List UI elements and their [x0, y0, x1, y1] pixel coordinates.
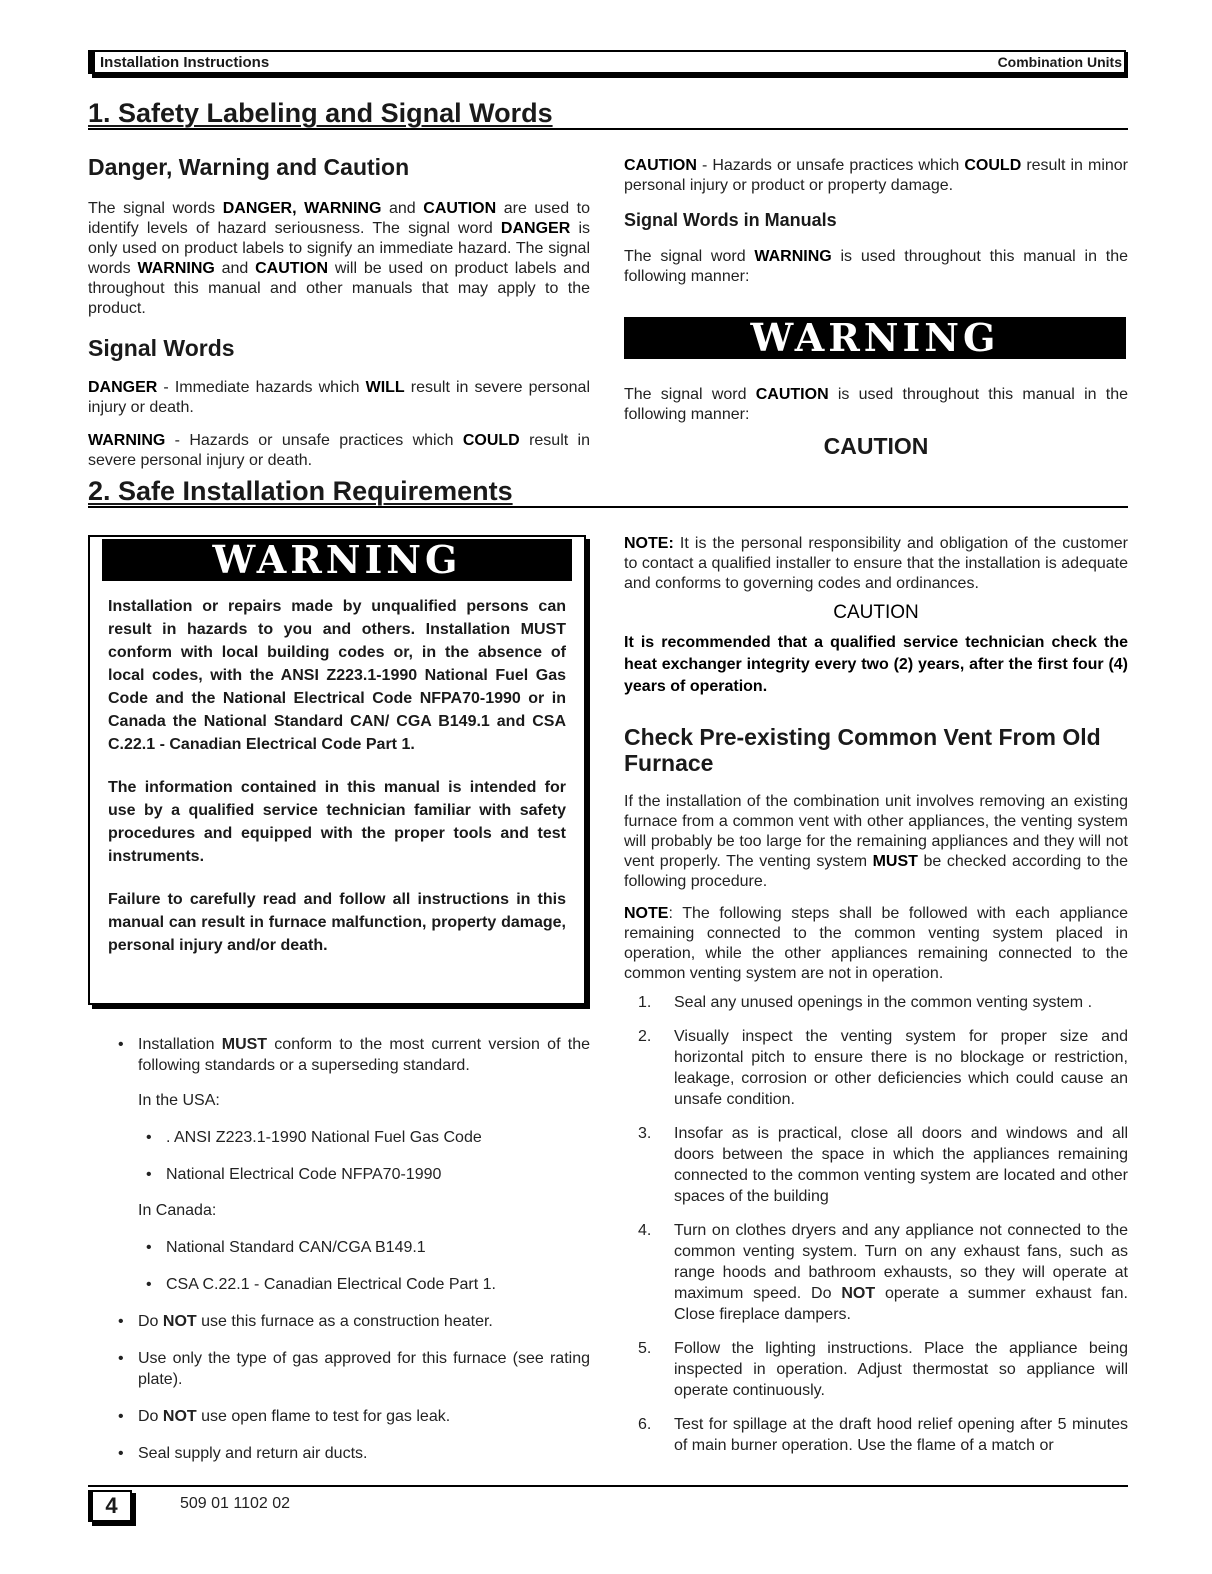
- warning-box-paragraph-3: Failure to carefully read and follow all instructions in this manual can result in furnace malfunction, property damage, personal injury and/or death.: [108, 891, 566, 954]
- caution-label: CAUTION: [823, 433, 929, 459]
- signal-words-heading: Signal Words: [88, 335, 235, 361]
- danger-definition: DANGER - Immediate hazards which WILL result in severe personal injury or death.: [88, 379, 591, 416]
- section-1-right-column: [624, 156, 1128, 460]
- manuals-warning-text: The signal word WARNING is used throughout this manual in the following manner:: [624, 248, 1128, 285]
- caution-definition: CAUTION - Hazards or unsafe practices which COULD result in minor personal injury or product or property damage.: [624, 157, 1129, 194]
- section-1-left-column: [88, 154, 590, 471]
- section-2-right-column: [624, 534, 1128, 1469]
- list-item: • Do NOT use open flame to test for gas leak.: [116, 1406, 590, 1427]
- vent-paragraph: If the installation of the combination unit involves removing an existing furnace from a common vent with other appliances, the venting system will probably be too large for the remaining appliances and they will not vent properly. The venting system MUST be checked according to the following procedure.: [624, 793, 1129, 890]
- list-item: 2. Visually inspect the venting system for proper size and horizontal pitch to ensure there is no blockage or restriction, leakage, corrosion or other deficiencies which could cause an unsafe condition.: [638, 1028, 1128, 1108]
- section-1-title: 1. Safety Labeling and Signal Words: [88, 98, 1128, 130]
- list-item: • Installation MUST conform to the most current version of the following standards or a superseding standard.: [116, 1034, 590, 1076]
- signal-words-in-manuals-heading: Signal Words in Manuals: [624, 210, 837, 230]
- in-usa-label: In the USA:: [138, 1092, 220, 1109]
- caution-label-2: CAUTION: [833, 602, 919, 623]
- note-venting-steps: NOTE: The following steps shall be followed with each appliance remaining connected to the common venting system placed in operation, while the other appliances remaining connected to the common venting system are not in operation.: [624, 905, 1128, 982]
- warning-banner: WARNING: [624, 317, 1126, 359]
- warning-definition: WARNING - Hazards or unsafe practices which COULD result in severe personal injury or death.: [88, 432, 591, 469]
- warning-box: [88, 535, 586, 1005]
- manuals-caution-text: The signal word CAUTION is used throughout this manual in the following manner:: [624, 386, 1129, 423]
- list-item: 4. Turn on clothes dryers and any appliance not connected to the common venting system. Turn on any exhaust fans, such as range hoods and bathroom exhausts, so they will operate at maximum speed. Do NOT operate a summer exhaust fan. Close fireplace dampers.: [638, 1222, 1128, 1323]
- warning-box-paragraph-1: Installation or repairs made by unqualified persons can result in hazards to you and others. Installation MUST conform with local building codes or, in the absence of local codes, with the ANSI Z223.1-1990 National Fuel Gas Code and the National Electrical Code NFPA70-1990 or in Canada the National Standard CAN/ CGA B149.1 and CSA C.22.1 - Canadian Electrical Code Part 1.: [108, 598, 566, 753]
- list-item: • National Standard CAN/CGA B149.1: [144, 1237, 590, 1258]
- page-number-shadow-right: [132, 1493, 136, 1525]
- warning-box-banner: WARNING: [102, 539, 572, 581]
- page-number-shadow-bottom: [92, 1522, 136, 1526]
- list-item: • CSA C.22.1 - Canadian Electrical Code Part 1.: [144, 1274, 590, 1295]
- footer-rule: [88, 1485, 1128, 1487]
- caution-heat-exchanger: It is recommended that a qualified service technician check the heat exchanger integrity every two (2) years, after the first four (4) years of operation.: [624, 634, 1128, 695]
- venting-steps-list: [624, 992, 1128, 1456]
- list-item: • Use only the type of gas approved for this furnace (see rating plate).: [116, 1348, 590, 1390]
- vent-heading: Check Pre-existing Common Vent From Old Furnace: [624, 724, 1101, 776]
- list-item: 3. Insofar as is practical, close all doors and windows and all doors between the space in which the appliances remaining connected to the common venting system are located and other spaces of the building: [638, 1125, 1128, 1205]
- note-customer-responsibility: NOTE: It is the personal responsibility and obligation of the customer to contact a qualified installer to ensure that the installation is adequate and conforms to governing codes and ordinances.: [624, 535, 1128, 592]
- warning-box-paragraph-2: The information contained in this manual is intended for use by a qualified service technician familiar with safety procedures and equipped with the proper tools and test instruments.: [108, 779, 566, 865]
- in-canada-label: In Canada:: [138, 1202, 217, 1219]
- header-product: Combination Units: [997, 54, 1122, 70]
- warning-box-shadow-bottom: [92, 1005, 590, 1009]
- danger-warning-caution-heading: Danger, Warning and Caution: [88, 154, 410, 180]
- document-number: 509 01 1102 02: [180, 1495, 291, 1512]
- list-item: • Do NOT use this furnace as a construction heater.: [116, 1311, 590, 1332]
- header-title: Installation Instructions: [100, 54, 270, 71]
- list-item: • National Electrical Code NFPA70-1990: [144, 1164, 590, 1185]
- list-item: • . ANSI Z223.1-1990 National Fuel Gas Code: [144, 1127, 590, 1148]
- list-item: 1. Seal any unused openings in the common venting system .: [638, 994, 1093, 1011]
- warning-box-shadow-right: [586, 539, 590, 1009]
- section-2-title: 2. Safe Installation Requirements: [88, 476, 1128, 508]
- list-item: 6. Test for spillage at the draft hood relief opening after 5 minutes of main burner operation. Use the flame of a match or: [638, 1416, 1128, 1454]
- page-number: 4: [88, 1490, 132, 1522]
- requirements-list: [116, 1034, 590, 1480]
- list-item: 5. Follow the lighting instructions. Place the appliance being inspected in operation. Adjust thermostat so appliance will operate continuously.: [638, 1340, 1128, 1399]
- signal-words-intro: The signal words DANGER, WARNING and CAUTION are used to identify levels of hazard seriousness. The signal word DANGER is only used on product labels to signify an immediate hazard. The signal words WARNING and CAUTION will be used on product labels and throughout this manual and other manuals that may apply to the product.: [88, 200, 591, 317]
- header-shadow-right: [1124, 52, 1128, 78]
- list-item: • Seal supply and return air ducts.: [116, 1443, 590, 1464]
- header-shadow: [92, 74, 1128, 78]
